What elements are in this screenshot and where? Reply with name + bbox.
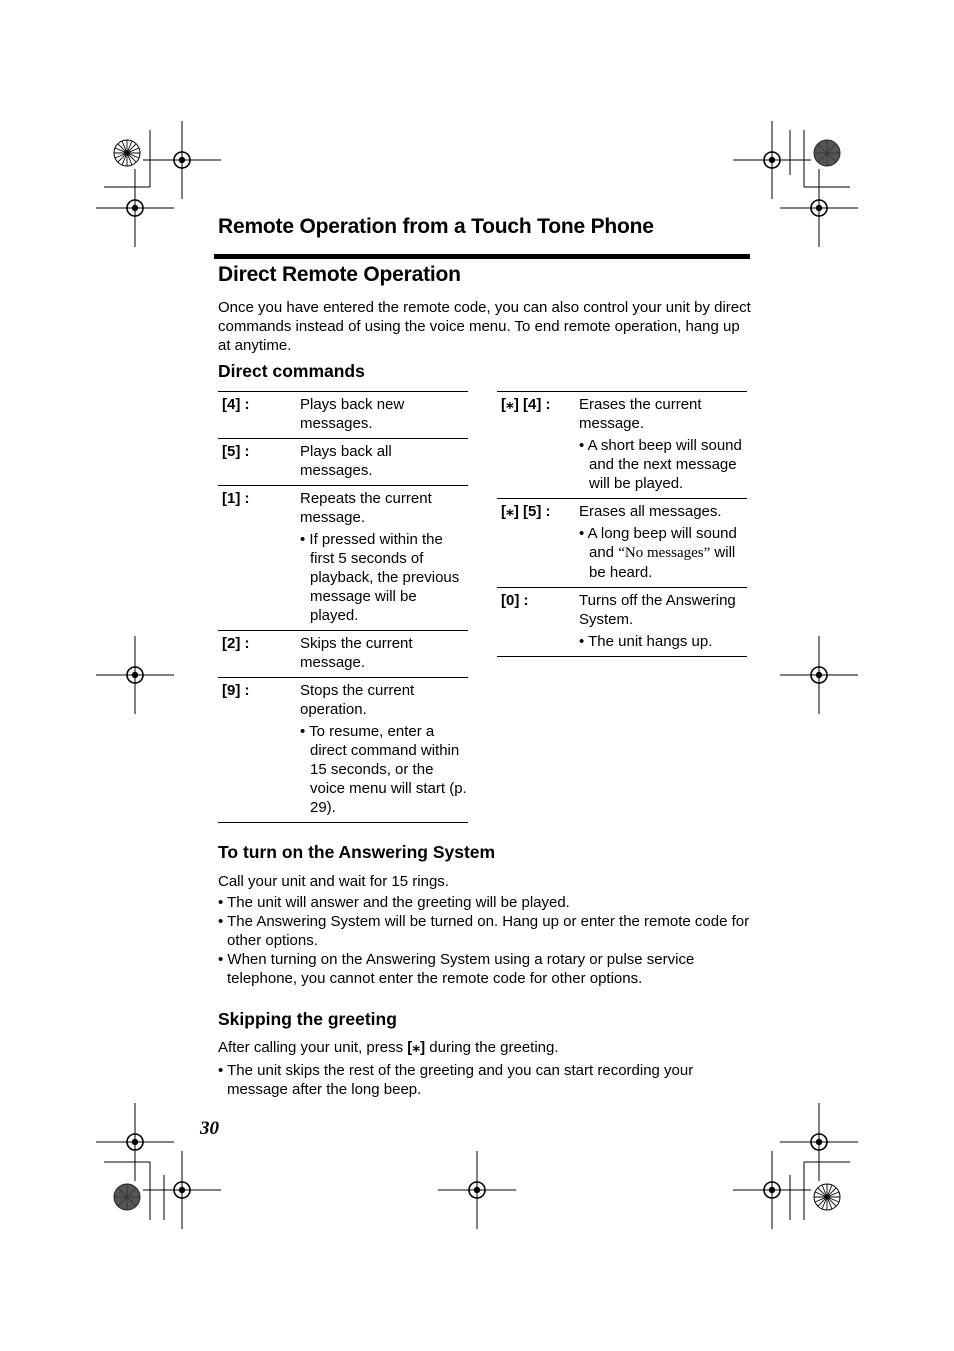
command-desc: Turns off the Answering System. <box>579 592 736 628</box>
command-key: [⁎] [5] : <box>501 503 551 520</box>
no-messages-quote: “No messages” <box>618 545 711 561</box>
command-desc: Erases all messages. <box>579 503 722 520</box>
skipping-section <box>218 1038 753 1099</box>
skipping-heading: Skipping the greeting <box>218 1009 397 1029</box>
command-note: • The unit hangs up. <box>579 633 713 650</box>
command-note: • To resume, enter a direct command within 15 seconds, or the voice menu will start (p. 29). <box>300 723 467 816</box>
turn-on-heading: To turn on the Answering System <box>218 842 496 862</box>
table-row <box>218 630 468 677</box>
note-text: will be heard. <box>589 544 736 581</box>
command-desc: Skips the current message. <box>300 635 413 671</box>
table-row <box>497 498 747 587</box>
intro-paragraph: Once you have entered the remote code, you can also control your unit by direct commands instead of using the voice menu. To end remote operation, hang up at anytime. <box>218 299 751 354</box>
bullet-item: • The unit will answer and the greeting will be played. <box>218 894 570 911</box>
direct-commands-heading: Direct commands <box>218 361 365 381</box>
note-text: • A long beep will sound and <box>579 525 737 561</box>
bullet-item: • The Answering System will be turned on. Hang up or enter the remote code for other options. <box>218 913 750 949</box>
command-key: [1] : <box>222 490 250 507</box>
table-row <box>497 391 747 498</box>
command-note: • A short beep will sound and the next message will be played. <box>579 437 742 492</box>
table-row <box>218 438 468 485</box>
page-number: 30 <box>200 1118 219 1139</box>
command-desc: Erases the current message. <box>579 396 702 432</box>
command-key: [2] : <box>222 635 250 652</box>
command-note: • If pressed within the first 5 seconds of playback, the previous message will be played. <box>300 531 460 624</box>
commands-table-right <box>497 391 747 657</box>
table-row <box>497 587 747 657</box>
command-note <box>579 524 747 582</box>
command-key: [9] : <box>222 682 250 699</box>
command-desc: Stops the current operation. <box>300 682 415 718</box>
turn-on-lead: Call your unit and wait for 15 rings. <box>218 873 449 890</box>
table-row <box>218 677 468 823</box>
table-row <box>218 485 468 630</box>
bullet-item: • The unit skips the rest of the greeting and you can start recording your message after the long beep. <box>218 1062 694 1098</box>
lead-text: After calling your unit, press <box>218 1039 408 1056</box>
commands-table-left <box>218 391 468 823</box>
skipping-lead <box>218 1038 753 1057</box>
star-key: [⁎] <box>407 1039 426 1056</box>
table-row <box>218 391 468 438</box>
page-title: Direct Remote Operation <box>218 263 461 286</box>
section-title: Remote Operation from a Touch Tone Phone <box>218 215 654 238</box>
bullet-item: • When turning on the Answering System using a rotary or pulse service telephone, you cannot enter the remote code for other options. <box>218 951 695 987</box>
command-key: [5] : <box>222 443 250 460</box>
turn-on-section <box>218 872 753 988</box>
command-desc: Plays back new messages. <box>300 396 405 432</box>
command-desc: Plays back all messages. <box>300 443 392 479</box>
command-key: [4] : <box>222 396 250 413</box>
command-key: [⁎] [4] : <box>501 396 551 413</box>
command-desc: Repeats the current message. <box>300 490 432 526</box>
command-key: [0] : <box>501 592 529 609</box>
title-rule <box>214 254 750 259</box>
lead-text: during the greeting. <box>425 1039 559 1056</box>
